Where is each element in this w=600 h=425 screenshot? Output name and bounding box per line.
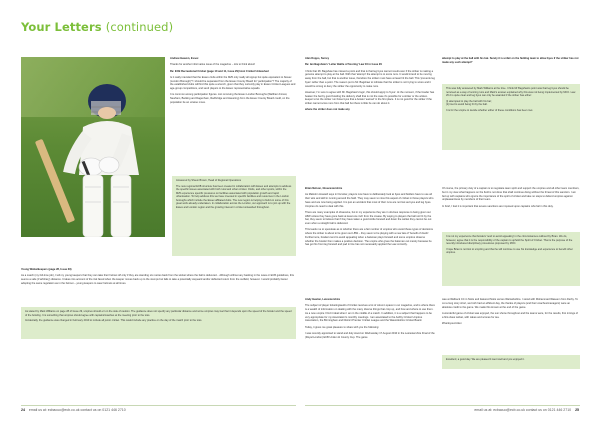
letter-paragraph: I was recently appointed to stand and duly stood on Wednesday 17 August 2010 in the Leicestershire Final of the (Royal London) ECB Under-11 County Cup. The game [305, 331, 435, 339]
answer-text: As stated by Mark Williams on page 28 of Issue 29, umpires should err on the side of caution. The guidance does not specify any particular distance and some umpires may feel that it depends upon the speed of the bowler and the speed of the bowling. It is something that umpires should agree with captains/coaches at the meeting prior to the toss. [25, 310, 292, 317]
letter-paragraph: I think that Mr. Bagshaw has missed a point and that is that leg byes cannot result even if the striker is making a genuine attempt to play at the ball. With that 'attempt' the attempt is to score runs. It would intend to be moving away from the ball, but that is another issue, therefore the striker must have at least hit the ball. This 'prevents leg byes' rather than a point. The reason put to Mr. Bagshaw to indicate that the striker is not trying to score and it would be wrong to deny the striker the opportunity to make runs. [305, 69, 435, 88]
answer-author: Answered by Shaun Brown, Head of Regional Operations [176, 179, 241, 182]
letter-paragraph: As Malcolm Howard says in his letter, players now have to deliberately look at byes and fielders have to use all their wits and skill in running around the field. They may seem to miss this aspect of cricket in those players who have and are now being applied. It is just an accident that most of their runs are not lost as byes and leg byes. Umpires do need to deal with this. [305, 193, 434, 208]
footer-rule-left [21, 405, 296, 406]
cricket-batsman-photo-icon [21, 57, 165, 237]
answer-box-leg-byes [442, 84, 580, 150]
answer-box-shaun-brown [172, 176, 296, 256]
title-main: Your Letters [21, 20, 106, 34]
answer-text: This was fully answered by Mark Williams at the time. I think Mr Bagshaw's point was that leg byes should be removed as a way of scoring runs and Mark's answer explained why this was not being implemented by MCC. Law 26.2 is quite clear and leg byes can only be awarded if the striker has either: [446, 87, 576, 98]
letter-andy-heaton [305, 298, 435, 342]
answer-text: The new regional ECB structure has been created in collaboration with Essex and attempts to address the specific issues associated with both rural and urban cricket. Clubs, and other sports, within the M25 experience specific pressures on facilities associated with population growth and rapid urbanisation. To help address this we have invested in specific facilities and resources in the London boroughs which include the Essex affiliated clubs. The new region is helping to build on some of this great work already undertaken. In collaboration across the London, our approach is to join up with the Essex and London region and the growing interest in cricket unleashed throughout. [176, 184, 292, 209]
letter-paragraph: was at Welbeck CC in Notts and featured Notts versus Warwickshire. I stood with Mohammad Waseem from Derby. To cut a long story short, we both had an efficient day, the thanks of players (and their coaches/managers) were an absolute credit to the game. We made this known at the end of the game. [442, 298, 578, 309]
answer-text: Excellent; a good day. We are pleased it went well and you enjoyed it. [446, 358, 525, 361]
letter-continued-column [442, 57, 580, 67]
answer-box-spirit-of-cricket [442, 232, 580, 286]
letter-intro: Thanks for another informative issue of the magazine – lots to think about! [170, 63, 256, 67]
letter-author: Andrew Heaven, Essex [170, 57, 199, 60]
answer-box-good-day [442, 355, 580, 369]
letter-signoff: #thankyoucricket [442, 321, 462, 325]
letter-paragraph: A wonderful game of cricket was enjoyed, the sun shone throughout and the teams were, for the results, first innings of a first-class wicket, with cakes and scones for tea. [442, 311, 578, 319]
letter-paragraph: There are many examples of obsessive, but in my experience they are in obvious response to being given out LBW unless they have gone back at least one inch from the crease. By saying to players the ball not hit by the bat, they seem to believe that if they have taken a good stride forward and down the wicket they cannot be out even when a straight ball is delivered. [305, 210, 432, 225]
answer-text: Incidentally, the guidance was changed in February 2010 to include all junior cricket. This would include any practice on the day of the match prior to the toss. [25, 319, 203, 323]
page-title [21, 20, 173, 35]
answer-text: It is not my experience that bowlers 'tend to avoid appealing' in the circumstances outlined by Brian. We do, however, agree that it is the responsibility of the captain to uphold the Spirit of Cricket. That is the purpose of the recently introduced disciplinary procedures proposed by MCC. [446, 235, 573, 246]
letter-brian-nelson [305, 187, 435, 250]
letter-paragraph: As a coach (my full-time job), I tell my young keepers that they can take their helmet off only if they are standing six metres back from the wicket where the ball is delivered... Although without any backing in the Laws or ECB guidelines, this seems a safe (if arbitrary) distance. It takes into account of the risk faced when the keeper moves back up to the stumps but fails to take a potentially wayward and/or deflected return from the outfield, however. I would probably favour adopting the same regulation as in the helmet – young keepers to wear helmets at all times. [21, 274, 294, 285]
answer-text: It is for the umpire to decide whether either of these conditions has been met. [446, 108, 534, 112]
letter-paragraph: attempt to play at the ball with his bat. Surely it is unfair on the fielding team to allow byes if the striker has not made any such attempt? [442, 57, 579, 64]
letter-continued-brian [442, 187, 580, 211]
footer-rule-right [305, 405, 580, 406]
footer-contact-right: email us at: ecbacuo@ecb.co.uk contact us on 0121 446 2710 [474, 408, 572, 412]
footer-right [474, 408, 579, 413]
letter-subject: Re: ECB Recreational Cricket (page 10 and 11, Issue 29) Host Cricket Unleashed [170, 69, 269, 73]
letter-paragraph: It is common among participation figures. List removing the Essex London Boroughs (Waltham Forest, Newham, Barking and Dagenham, Redbridge and Havering) from the Essex County Board could, on the population be an unwise move. [170, 93, 290, 104]
answer-list-item: (ii) tried to avoid being hit by the ball. [446, 103, 488, 107]
letter-subject: Re: Ian Bagshaw's 'Letter Battle of Scoring' Law 16 in Issue 29 [305, 63, 382, 67]
answer-text: I hope Brian is not lost to umpiring and that he will continue to use his knowledge and experience to benefit other umpires. [446, 247, 573, 255]
letter-andrew-heaven [170, 57, 296, 107]
letter-author: Brian Nelson, Gloucestershire [305, 187, 343, 190]
footer-left [21, 408, 126, 413]
letter-paragraph: Today, it gives me great pleasure to share with you the following: [305, 325, 380, 329]
cricket-batsman-photo [21, 57, 165, 237]
letter-continued-andy [442, 298, 580, 328]
answer-list-item: (i) attempted to play the ball with his bat; [446, 99, 492, 103]
letter-paragraph: The subject of player ticketing/audit of Cricket receives a lot of column space in our magazine, and is where there is a wealth of information on dealing with the many diverse things that crop up, and how and where to use them. As a new umpire I find it ideal when I am in the middle of a match. In addition, it is a subject that happens to be very appropriate for my Association's monthly meetings. I am associated to the Ashby Cricket Umpires Association, the Birmingham and District Premier Cricket League and the Warwickshire Cricket Board. [305, 304, 435, 323]
letter-quote: where the striker does not make any [305, 108, 350, 112]
letter-paragraph: However, I'm sure to agree with Mr. Bagshaw's logic, this should apply to 'byes'. At the moment, if the bowler has beaten the bat by good bowling the delivery shall that is not the case it's possible for a striker or the wicket-keeper to let the striker run those byes that a bowler 'earned' in the first place. It is not good for the striker if the striker cannot score runs from that ball but there is little he can do about it. [305, 90, 435, 105]
letter-paragraph: Of course, the primary duty of a captain is to negotiate team spirit and support the umpires and all other team members, but in my view what happens on the field is not done that shall continue doing without the threat of this sanction. I am fed up with captains who ignore the importance of the spirit of cricket and take no steps to defend umpires against unpleasantness by members of their team. [442, 187, 580, 202]
page-number-right: 25 [575, 408, 579, 412]
letter-young-wicketkeepers [21, 268, 296, 288]
letter-paragraph: In brief, I feel it is important that severe sanctions are imposed upon captains who fail in this duty. [442, 204, 554, 208]
title-continued: (continued) [105, 20, 174, 34]
footer-contact-left: email us at: ecbacuo@ecb.co.uk contact us on 0121 446 2710 [28, 408, 126, 412]
letter-paragraph: This leads me to speculate as to whether there are a fair number of umpires who avoid these types of decisions where the striker is about to be given out LBW – they seem to be playing with a new law of 'benefit of doubt'. Furthermore, bowlers tend to avoid appealing when a batsman plays forward and some umpires observe whether the bowler then makes a positive decision. The umpire who gives the batsman out merely because he has got his front leg forward and pad in line has not necessarily applied the Law correctly. [305, 228, 433, 247]
letter-author: Alan Dopps, Surrey [305, 57, 330, 60]
answer-box-mark-williams [21, 307, 296, 339]
letter-author: Andy Heaton, Leicestershire [305, 298, 341, 301]
page-number-left: 24 [21, 408, 25, 412]
letter-paragraph: Is it really intended that the Essex clubs within the M25 only really all signup but quite equivalent to 'Essex (London Borough)'? I should be separated from the Essex County Board for 'participation'? The majority of the established clubs will find this quite a wrench, given that they currently play in Essex Cricket Leagues and age-group competitions, and send players to the Essex representative squads. [170, 75, 296, 90]
letter-heading: Young Wicketkeepers (page 28, Issue 29) [21, 268, 72, 271]
letter-alan-dopps [305, 57, 435, 115]
